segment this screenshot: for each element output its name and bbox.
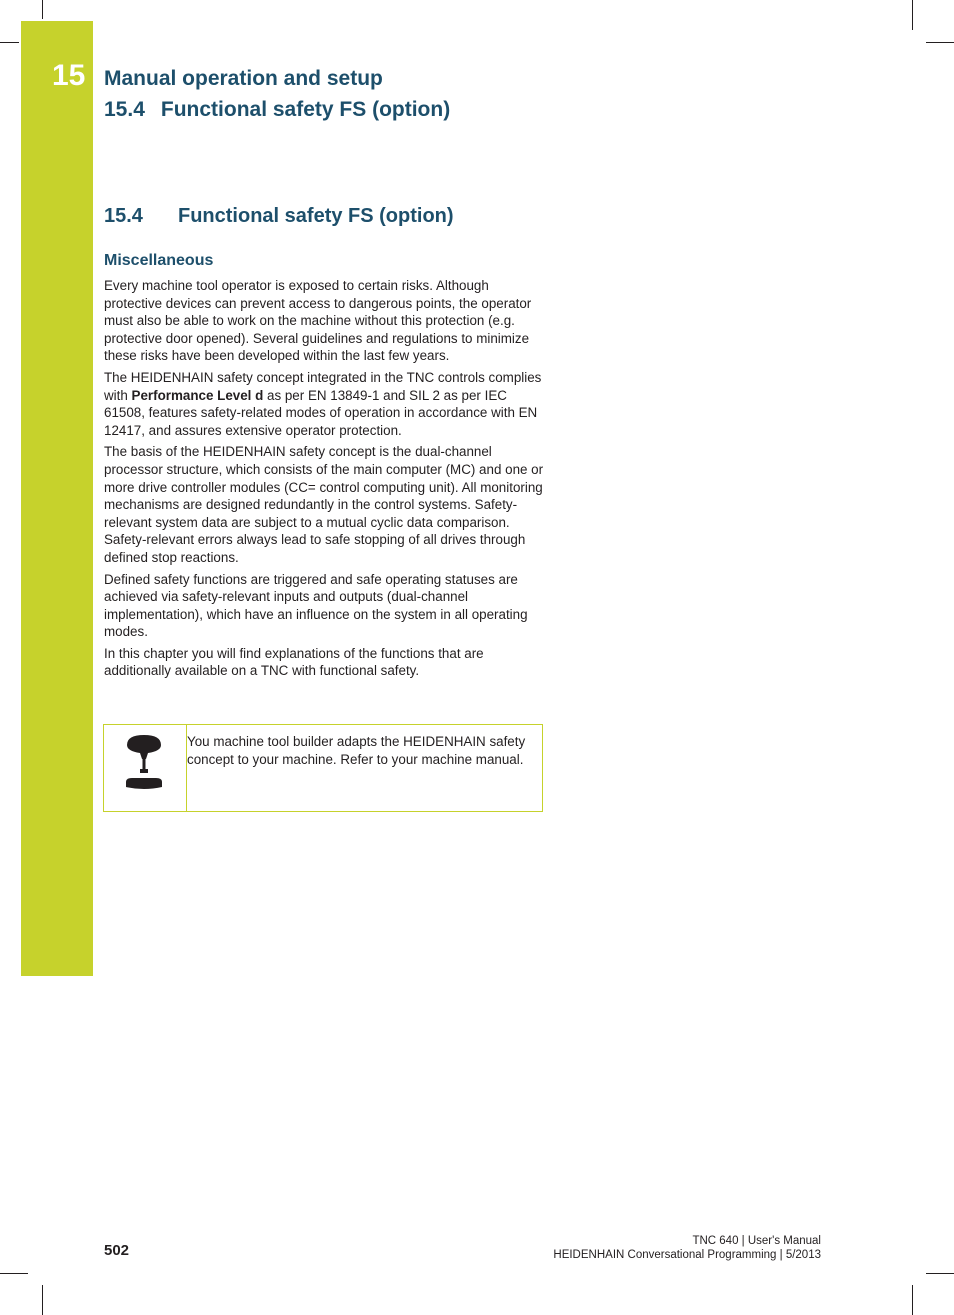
paragraph-text: The HEIDENHAIN safety concept integrated in the TNC controls complies with (104, 369, 542, 403)
note-text: You machine tool builder adapts the HEIDENHAIN safety concept to your machine. Refer to your machine manual. (187, 734, 526, 767)
paragraph: The basis of the HEIDENHAIN safety concept is the dual-channel processor structure, which consists of the main computer (MC) and one or more drive controller modules (CC= control computing unit). All monitoring mechanisms are designed redundantly in the control systems. Safety-relevant system data are subject to a mutual cyclic data comparison. Safety-relevant errors always lead to safe stopping of all drives through defined stop reactions. (104, 444, 544, 565)
crop-mark (42, 1285, 43, 1315)
paragraph: Every machine tool operator is exposed to certain risks. Although protective devices can prevent access to dangerous points, the operator must also be able to work on the machine without this protection (e.g. protective door opened). Several guidelines and regulations to minimize these risks have been developed within the last few years. (104, 278, 532, 364)
crop-mark (912, 0, 913, 30)
paragraph-bold: Performance Level d (131, 387, 264, 403)
running-section-number: 15.4 (104, 98, 145, 121)
body-text (104, 277, 546, 684)
note-icon-cell (104, 725, 187, 811)
section-number: 15.4 (104, 205, 143, 227)
running-section-title: Functional safety FS (option) (160, 98, 451, 121)
paragraph-text: as per EN 13849-1 and SIL 2 as per IEC 61508, features safety-related modes of operation in accordance with EN 12417, and assures extensive operator protection. (104, 387, 538, 438)
crop-mark (912, 1285, 913, 1315)
crop-mark (0, 1273, 28, 1274)
footer-line: HEIDENHAIN Conversational Programming | 5/2013 (553, 1249, 821, 1261)
running-section-header (104, 97, 450, 122)
chapter-sidebar (21, 21, 93, 976)
crop-mark (42, 0, 43, 19)
footer (553, 1234, 821, 1262)
crop-mark (0, 42, 19, 43)
section-heading (104, 204, 454, 228)
chapter-number: 15 (52, 59, 86, 92)
section-title: Functional safety FS (option) (178, 205, 454, 227)
chapter-title: Manual operation and setup (104, 67, 383, 90)
paragraph (104, 369, 546, 439)
footer-line: TNC 640 | User's Manual (692, 1235, 821, 1247)
paragraph: Defined safety functions are triggered and safe operating statuses are achieved via safety-relevant inputs and outputs (dual-channel implementation), which have an influence on the system in all operating modes. (104, 571, 528, 640)
crop-mark (926, 1273, 954, 1274)
page-number: 502 (104, 1242, 130, 1259)
subsection-heading: Miscellaneous (104, 252, 214, 269)
machine-manual-icon (124, 735, 164, 791)
note-box (103, 724, 543, 812)
paragraph: In this chapter you will find explanations of the functions that are additionally available on a TNC with functional safety. (104, 645, 484, 679)
crop-mark (926, 42, 954, 43)
